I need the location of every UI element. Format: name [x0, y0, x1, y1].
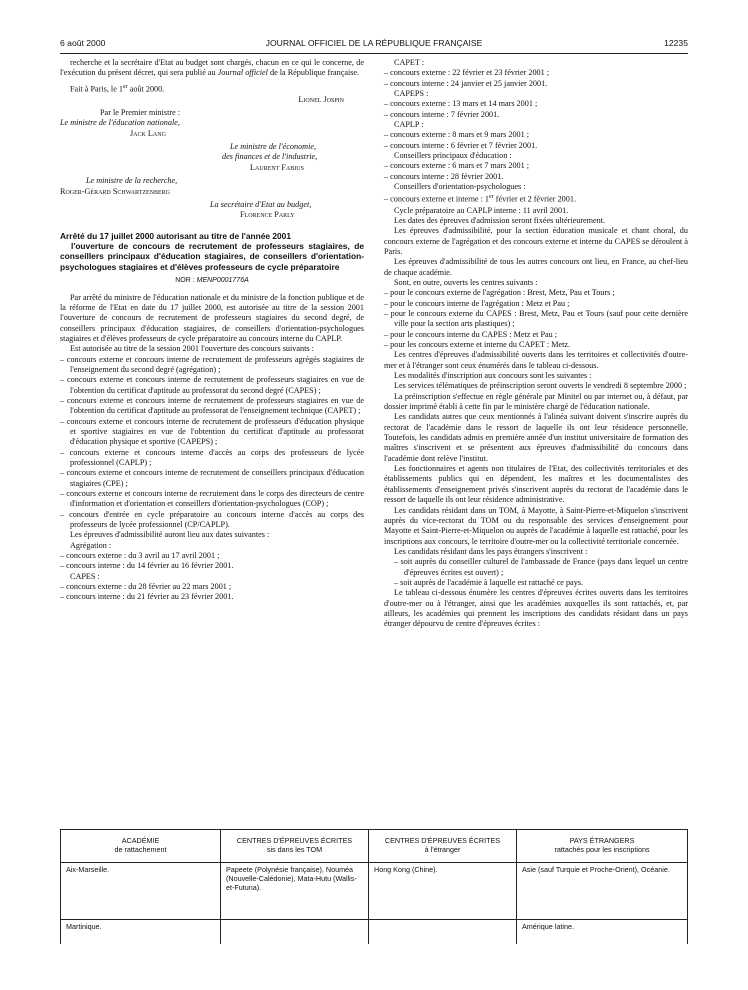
list-item: – soit auprès de l'académie à laquelle est rattaché ce pays.	[394, 577, 584, 587]
etrangers-intro: Les candidats résidant dans les pays étrangers s'inscrivent :	[394, 546, 588, 556]
list-item: – concours externe : 22 février et 23 février 2001 ;	[384, 68, 550, 78]
arrete-paragraph-2: Est autorisée au titre de la session 2001 l'ouverture des concours suivants :	[70, 344, 314, 354]
list-item: – concours interne : 24 janvier et 25 janvier 2001.	[384, 78, 548, 88]
list-item: – soit auprès du conseiller culturel de l'ambassade de France (pays dans lequel un centre d'épreuves écrites est ouvert) ;	[394, 557, 688, 577]
arrete-paragraph-1: Par arrêté du ministre de l'éducation nationale et du ministre de la fonction publique et de la réforme de l'Etat en date du 17 juillet 2000, est autorisée au titre de la session 2001 l'ouverture de concours de recrutement de professeurs stagiaires du second degré, de conseillers principaux d'éducation stagiaires, de conseillers d'orientation-psychologues stagiaires et d'élèves professeurs de cycle préparatoire au concours interne du CAPLP.	[60, 292, 364, 343]
column-header-academie: ACADÉMIE de rattachement	[61, 830, 221, 863]
dates-admission: Les dates des épreuves d'admission seront fixées ultérieurement.	[394, 215, 606, 225]
fonctionnaires-paragraph: Les fonctionnaires et agents non titulaires de l'Etat, des collectivités territoriales et des établissements publics qui en dépendent, les maîtres et les documentalistes des établissements d'enseignement privés s'inscrivent auprès du rectorat de l'académie dans le ressort de laquelle ils ont leur résidence administrative.	[384, 464, 688, 505]
page-header	[60, 38, 688, 52]
list-item: – concours externe : du 28 février au 22 mars 2001 ;	[60, 582, 232, 592]
ministre-recherche-title: Le ministre de la recherche,	[86, 176, 178, 186]
list-item: – concours externe et concours interne d'accès au corps des professeurs de lycée professionnel (CAPLP) ;	[60, 447, 364, 468]
cycle-preparatoire: Cycle préparatoire au CAPLP interne : 11 avril 2001.	[394, 205, 569, 215]
signature-schwartzenberg: Roger-Gérard Schwartzenberg	[60, 186, 171, 196]
column-header-centres-etranger: CENTRES D'ÉPREUVES ÉCRITES à l'étranger	[369, 830, 517, 863]
header-title: JOURNAL OFFICIEL DE LA RÉPUBLIQUE FRANÇAISE	[265, 38, 483, 48]
signature-lang: Jack Lang	[130, 128, 166, 138]
nor-reference: NOR : MENP0001776A	[175, 277, 249, 285]
journal-officiel-italic: Journal officiel	[217, 68, 268, 78]
cell-academie: Martinique.	[61, 920, 221, 945]
academies-table	[60, 829, 688, 944]
header-rule	[60, 53, 688, 54]
list-item: – concours externe : du 3 avril au 17 avril 2001 ;	[60, 551, 220, 561]
list-item: – concours interne : 7 février 2001.	[384, 109, 500, 119]
table-row	[61, 863, 688, 920]
capes-label: CAPES :	[70, 571, 100, 581]
list-item: – pour le concours interne du CAPES : Metz et Pau ;	[384, 329, 558, 339]
list-item: – pour le concours externe du CAPES : Brest, Metz, Pau et Tours (sauf pour cette dernière ville pour la section arts plastiques) ;	[384, 308, 688, 329]
arrete-title: Arrêté du 17 juillet 2000 autorisant au titre de l'année 2001 l'ouverture de concours de recrutement de professeurs stagiaires, de conseillers principaux d'éducation stagiaires, de conseillers d'orientation-psychologues stagiaires et d'élèves professeurs de cycle préparatoire	[60, 230, 364, 272]
caplp-label: CAPLP :	[394, 120, 424, 130]
list-item: – concours interne : du 14 février au 16 février 2001.	[60, 561, 234, 571]
cell-academie: Aix-Marseille.	[61, 863, 221, 920]
tableau-intro: Le tableau ci-dessous énumère les centres d'épreuves écrites ouverts dans les territoires d'outre-mer ou à l'étranger, ainsi que les académies auxquelles ils sont rattachés, et, par ailleurs, les académies qui prennent les inscriptions des candidats résidant dans un pays étranger dépourvu de centre d'épreuves écrites :	[384, 588, 688, 629]
right-column	[384, 58, 688, 630]
cell-centres-etranger: Hong Kong (Chine).	[369, 863, 517, 920]
admissibilite-dates-intro: Les épreuves d'admissibilité auront lieu aux dates suivantes :	[70, 530, 270, 540]
capet-label: CAPET :	[394, 58, 425, 67]
list-item: – concours d'entrée en cycle préparatoire au concours interne d'accès au corps des professeurs de lycée professionnel (CP/CAPLP).	[60, 509, 364, 530]
list-item: – pour les concours externe et interne du CAPET : Metz.	[384, 340, 571, 350]
list-item: – concours externe : 8 mars et 9 mars 2001 ;	[384, 130, 530, 140]
ministre-economie-title-1: Le ministre de l'économie,	[230, 142, 317, 152]
list-item: – concours externe et concours interne de recrutement dans le corps des directeurs de centre d'information et d'orientation et conseillers d'orientation-psychologues (COP) ;	[60, 489, 364, 509]
list-item: – concours externe : 13 mars et 14 mars 2001 ;	[384, 99, 538, 109]
list-item: – concours externe et concours interne de recrutement de professeurs stagiaires en vue de l'obtention du certificat d'aptitude au professorat du second degré (CAPES) ;	[60, 375, 364, 395]
par-le-premier-ministre: Par le Premier ministre :	[100, 108, 181, 118]
header-page-number: 12235	[664, 38, 688, 48]
centres-tom-paragraph: Les centres d'épreuves d'admissibilité ouverts dans les territoires et collectivités d'outre-mer et à l'étranger sont ceux énumérés dans le tableau ci-dessous.	[384, 350, 688, 370]
list-item: – concours externe et concours interne de recrutement de professeurs stagiaires en vue de l'obtention du certificat d'aptitude au professorat de l'enseignement technique (CAPET) ;	[60, 395, 364, 416]
tom-paragraph: Les candidats résidant dans un TOM, à Mayotte, à Saint-Pierre-et-Miquelon s'inscrivent auprès du vice-rectorat du TOM ou du responsable des services d'enseignement pour Mayotte et Saint-Pierre-et-Miquelon ou auprès de l'académie à laquelle est rattaché, pour les inscriptions aux concours, le territoire d'outre-mer ou la collectivité territoriale concernée.	[384, 505, 688, 546]
candidats-autres-paragraph: Les candidats autres que ceux mentionnés à l'alinéa suivant doivent s'inscrire auprès du rectorat de l'académie dans le ressort de laquelle ils ont leur résidence personnelle. Toutefois, les candidats admis en première année d'un institut universitaire de formation des maîtres s'inscrivent et se présentent aux épreuves d'admissibilité du concours dans l'académie dont relève l'institut.	[384, 412, 688, 463]
centres-list	[384, 288, 688, 350]
signature-parly: Florence Parly	[240, 210, 295, 220]
admissibilite-musique: Les épreuves d'admissibilité, pour la section éducation musicale et chant choral, du concours externe de l'agrégation et des concours externe et interne du CAPES se déroulent à Paris.	[384, 226, 688, 256]
cell-pays-etrangers: Amérique latine.	[517, 920, 688, 945]
table-header-row	[61, 830, 688, 863]
capeps-label: CAPEPS :	[394, 89, 429, 99]
column-header-pays-etrangers: PAYS ÉTRANGERS rattachés pour les inscriptions	[517, 830, 688, 863]
decree-closing-paragraph: recherche et la secrétaire d'Etat au budget sont chargés, chacun en ce qui le concerne, de l'exécution du présent décret, qui sera publié au Journal officiel de la République française.	[60, 58, 364, 78]
services-telematiques: Les services télématiques de préinscription seront ouverts le vendredi 8 septembre 2000 ;	[394, 381, 687, 391]
list-item: – pour le concours interne de l'agrégation : Metz et Pau ;	[384, 298, 570, 308]
cell-centres-tom	[221, 920, 369, 945]
list-item: – concours externe : 6 mars et 7 mars 2001 ;	[384, 161, 530, 171]
agregation-label: Agrégation :	[70, 540, 112, 550]
cell-centres-tom: Papeete (Polynésie française), Nouméa (Nouvelle-Calédonie), Mata-Hutu (Wallis-et-Futuna).	[221, 863, 369, 920]
list-item: – pour le concours externe de l'agrégation : Brest, Metz, Pau et Tours ;	[384, 288, 615, 298]
fait-a-paris: Fait à Paris, le 1er août 2000.	[70, 83, 165, 94]
modalites-intro: Les modalités d'inscription aux concours sont les suivantes :	[394, 371, 592, 381]
admissibilite-autres: Les épreuves d'admissibilité de tous les autres concours ont lieu, en France, au chef-lieu de chaque académie.	[384, 257, 688, 277]
list-item: – concours externe et concours interne de recrutement de professeurs agrégés stagiaires de l'enseignement du second degré (agrégation) ;	[60, 354, 364, 374]
cpe-label: Conseillers principaux d'éducation :	[394, 151, 512, 161]
concours-list	[60, 355, 364, 531]
list-item: – concours interne : 28 février 2001.	[384, 171, 504, 181]
column-header-centres-tom: CENTRES D'ÉPREUVES ÉCRITES sis dans les TOM	[221, 830, 369, 863]
ministre-economie-title-2: des finances et de l'industrie,	[222, 152, 318, 162]
list-item: – concours externe et concours interne de recrutement de conseillers principaux d'éducation stagiaires (CPE) ;	[60, 468, 364, 488]
signature-jospin: Lionel Jospin	[298, 94, 344, 104]
list-item: – concours interne : du 21 février au 23 février 2001.	[60, 592, 234, 602]
cell-centres-etranger	[369, 920, 517, 945]
signature-fabius: Laurent Fabius	[250, 162, 304, 172]
list-item: – concours externe et concours interne de recrutement de professeurs d'éducation physique et sportive stagiaires en vue de l'obtention du certificat d'aptitude au professorat d'éducation physique et sportive (CAPEPS) ;	[60, 416, 364, 447]
left-column	[60, 58, 364, 603]
list-item: – concours interne : 6 février et 7 février 2001.	[384, 140, 538, 150]
header-date: 6 août 2000	[60, 38, 106, 48]
table-row	[61, 920, 688, 945]
list-item: – concours externe et interne : 1er février et 2 février 2001.	[384, 194, 576, 205]
centres-intro: Sont, en outre, ouverts les centres suivants :	[394, 277, 538, 287]
secretaire-budget-title: La secrétaire d'Etat au budget,	[210, 199, 312, 209]
preinscription-paragraph: La préinscription s'effectue en règle générale par Minitel ou par internet ou, à défaut, par dossier imprimé établi à cette fin par le ministère chargé de l'éducation nationale.	[384, 391, 688, 412]
ministre-education-title: Le ministre de l'éducation nationale,	[60, 118, 180, 128]
cell-pays-etrangers: Asie (sauf Turquie et Proche-Orient), Océanie.	[517, 863, 688, 920]
cop-label: Conseillers d'orientation-psychologues :	[394, 182, 526, 192]
